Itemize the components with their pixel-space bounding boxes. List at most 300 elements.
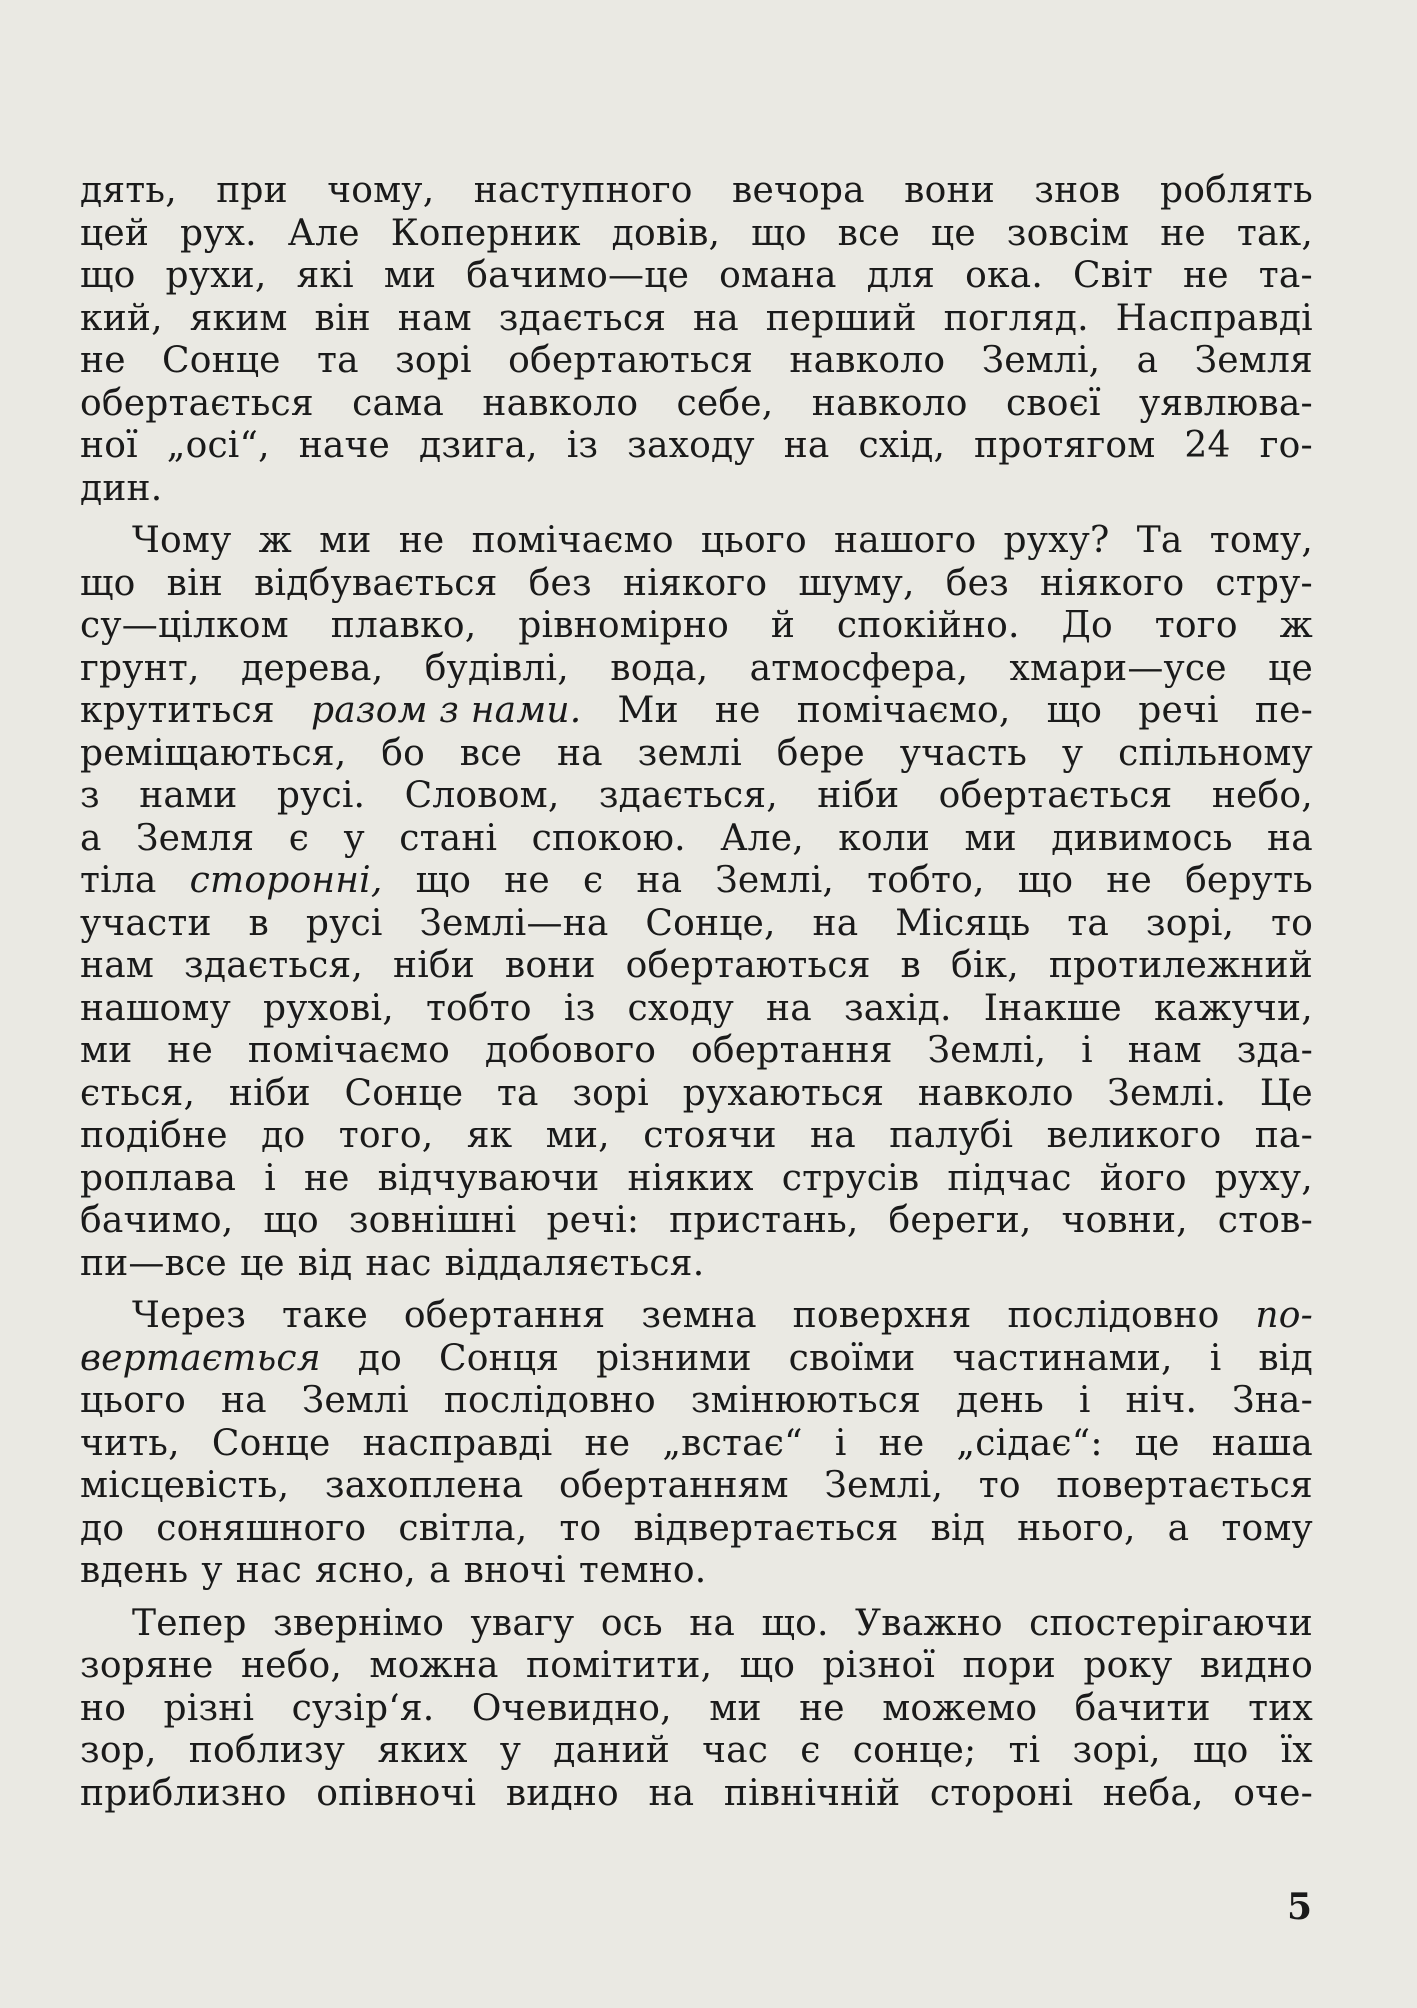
word: тобто,: [867, 860, 985, 901]
word: рухові,: [263, 987, 394, 1029]
word: сходу: [627, 987, 734, 1029]
word: повертається: [1056, 1465, 1313, 1506]
word: стру-: [1215, 562, 1313, 604]
word: це: [1134, 1422, 1180, 1464]
word: цього: [700, 520, 807, 561]
word: соняшного: [156, 1507, 367, 1549]
word: зовнішні: [348, 1200, 517, 1241]
word: час: [702, 1730, 769, 1771]
word: тому: [1221, 1507, 1313, 1549]
word: човни,: [1061, 1200, 1188, 1241]
word: ніяких: [627, 1157, 754, 1199]
word: й: [770, 605, 796, 646]
word: беруть: [1185, 860, 1313, 901]
word: різні: [163, 1687, 255, 1729]
word: спостерігаючи: [1029, 1602, 1313, 1644]
word: що: [80, 255, 136, 296]
word: неба,: [1102, 1772, 1204, 1814]
word: подібне: [80, 1115, 228, 1156]
text-line: [80, 1200, 1313, 1243]
word: ніч.: [1125, 1380, 1198, 1421]
word: стов-: [1217, 1200, 1313, 1241]
word: омана: [719, 255, 837, 296]
word: підчас: [947, 1157, 1072, 1199]
word: погляд.: [943, 297, 1089, 339]
word: оче-: [1233, 1772, 1313, 1814]
word: здається,: [598, 775, 778, 816]
word: все: [459, 732, 523, 774]
word: видно: [1199, 1645, 1313, 1686]
word: сторонні,: [189, 860, 383, 901]
word: на: [693, 297, 739, 339]
text-line: [80, 1243, 1313, 1286]
word: вертається: [80, 1337, 321, 1379]
word: 24: [1184, 425, 1231, 466]
word: добового: [484, 1030, 657, 1071]
text-line: [80, 945, 1313, 988]
word: руху?: [1003, 520, 1110, 561]
word: у: [1061, 732, 1084, 774]
text-line: [80, 775, 1313, 818]
word: що: [80, 562, 136, 604]
word: ми: [964, 817, 1017, 859]
word: своїми: [788, 1337, 916, 1379]
word: не: [878, 1422, 925, 1464]
word: здається: [498, 297, 667, 339]
word: Насправді: [1115, 297, 1313, 339]
word: великого: [1046, 1115, 1222, 1156]
word: дять,: [80, 170, 177, 211]
word: що: [1192, 1730, 1249, 1771]
text-line: [80, 563, 1313, 606]
word: грунт,: [80, 647, 200, 689]
word: не: [504, 860, 550, 901]
text-line: [80, 648, 1313, 691]
word: стороні: [929, 1772, 1074, 1814]
word: нього,: [1017, 1507, 1136, 1549]
word: не: [799, 1687, 845, 1729]
word: цей: [80, 212, 150, 254]
text-line: [80, 298, 1313, 341]
word: будівлі,: [424, 647, 569, 689]
word: Ми: [617, 690, 679, 731]
word: що: [415, 860, 472, 901]
word: що.: [761, 1602, 829, 1644]
word: а: [1167, 1507, 1190, 1549]
word: захід.: [843, 987, 952, 1029]
word: звернімо: [273, 1602, 445, 1644]
word: Земля: [1194, 340, 1313, 381]
word: Місяць: [895, 902, 1031, 944]
word: вдень: [80, 1550, 189, 1591]
word: на: [648, 1772, 695, 1814]
word: ока.: [965, 255, 1043, 296]
word: кажучи,: [1153, 987, 1313, 1029]
word: відбувається: [254, 562, 498, 604]
word: обертається: [80, 382, 314, 424]
word: ж: [258, 520, 292, 561]
word: помітити,: [526, 1645, 713, 1686]
word: є: [800, 1730, 821, 1771]
word: своєї: [1005, 382, 1101, 424]
word: не: [584, 1422, 631, 1464]
word: сузір‘я.: [291, 1687, 435, 1729]
word: руху,: [1214, 1157, 1313, 1199]
word: рух.: [180, 212, 257, 254]
word: шуму,: [798, 562, 915, 604]
word: па-: [1254, 1115, 1313, 1156]
word: зда-: [1236, 1030, 1313, 1071]
word: як: [466, 1115, 513, 1156]
word: обертається: [938, 775, 1173, 816]
word: приблизно: [80, 1772, 287, 1814]
word: послідовно: [443, 1380, 656, 1421]
word: відчуваючи: [377, 1157, 600, 1199]
word: Зна-: [1232, 1380, 1313, 1421]
word: різними: [596, 1337, 752, 1379]
word: Землі—на: [419, 902, 609, 944]
word: зор,: [80, 1730, 157, 1771]
word: що: [1046, 690, 1103, 731]
word: в: [900, 945, 922, 986]
word: тих: [1248, 1687, 1313, 1729]
word: а: [1136, 340, 1159, 381]
word: місцевість,: [80, 1465, 290, 1506]
word: на: [556, 732, 603, 774]
word: нам: [1127, 1030, 1202, 1071]
word: навколо: [789, 340, 946, 381]
word: Сонце: [211, 1422, 331, 1464]
word: що: [751, 212, 807, 254]
word: даний: [553, 1730, 670, 1771]
word: ясно,: [314, 1550, 416, 1591]
text-line: [80, 1465, 1313, 1508]
text-line: [80, 1688, 1313, 1731]
word: не: [303, 1157, 350, 1199]
word: схід,: [858, 425, 946, 466]
word: разом з нами.: [310, 690, 582, 731]
word: ми: [383, 255, 437, 296]
word: уявлюва-: [1139, 382, 1313, 424]
word: Тепер: [132, 1602, 247, 1644]
word: таке: [282, 1295, 368, 1336]
word: земна: [641, 1295, 757, 1336]
text-line: [80, 1773, 1313, 1816]
word: чить,: [80, 1422, 180, 1464]
word: цього: [80, 1380, 186, 1421]
word: тому,: [1209, 520, 1313, 561]
word: Через: [132, 1295, 247, 1336]
word: чому,: [327, 170, 435, 211]
word: його: [1099, 1157, 1187, 1199]
word: від: [930, 1507, 986, 1549]
word: бачимо—це: [466, 255, 690, 296]
word: го-: [1259, 425, 1313, 466]
word: і: [264, 1157, 276, 1199]
text-line: [80, 1508, 1313, 1551]
word: які: [296, 255, 354, 296]
word: До: [1061, 605, 1113, 646]
word: так,: [1236, 212, 1313, 254]
word: пристань,: [669, 1200, 859, 1241]
word: навколо: [811, 382, 968, 424]
word: крутиться: [80, 690, 275, 731]
word: протилежний: [1048, 945, 1313, 986]
text-line: [80, 733, 1313, 776]
word: яким: [189, 297, 288, 339]
word: різної: [822, 1645, 936, 1686]
word: бачити: [1074, 1687, 1211, 1729]
word: помічаємо: [247, 1030, 450, 1071]
text-line: [80, 818, 1313, 861]
word: нас: [365, 1242, 432, 1284]
word: участи: [80, 902, 212, 944]
word: видно: [505, 1772, 619, 1814]
text-line: [80, 170, 1313, 213]
word: із: [566, 425, 599, 466]
word: Це: [1259, 1072, 1313, 1114]
word: ми: [319, 520, 372, 561]
word: не: [80, 340, 126, 381]
word: атмосфера,: [749, 647, 969, 689]
word: Але,: [720, 817, 804, 859]
text-line: [80, 520, 1313, 563]
word: у: [499, 1730, 522, 1771]
word: і: [1081, 1030, 1093, 1071]
text-line: [80, 383, 1313, 426]
word: того: [1154, 605, 1238, 646]
text-line: [80, 903, 1313, 946]
text-line: [80, 1338, 1313, 1381]
word: послідовно: [1007, 1295, 1220, 1336]
word: довів,: [611, 212, 721, 254]
word: на: [766, 987, 812, 1029]
text-line: [80, 860, 1313, 903]
word: зорі: [395, 340, 472, 381]
word: Землі,: [715, 860, 835, 901]
word: вночі: [463, 1550, 566, 1591]
text-line: [80, 1158, 1313, 1201]
word: ніби: [817, 775, 900, 816]
word: це: [239, 1242, 285, 1284]
word: а: [428, 1550, 451, 1591]
word: Чому: [132, 520, 232, 561]
word: пори: [962, 1645, 1056, 1686]
word: спокійно.: [836, 605, 1020, 646]
word: року: [1083, 1645, 1173, 1686]
word: є: [288, 817, 310, 859]
word: бачимо,: [80, 1200, 234, 1241]
word: поверхня: [792, 1295, 972, 1336]
text-line: [80, 213, 1313, 256]
page-number: 5: [1287, 1886, 1313, 1928]
word: і: [834, 1422, 847, 1464]
word: захоплена: [324, 1465, 524, 1506]
word: північній: [723, 1772, 901, 1814]
word: Землі,: [824, 1465, 944, 1506]
word: Землі.: [1107, 1072, 1227, 1114]
word: русі.: [276, 775, 366, 816]
text-line: [80, 1380, 1313, 1423]
word: Сонце,: [645, 902, 776, 944]
word: Уважно: [855, 1602, 1003, 1644]
word: речі: [1138, 690, 1219, 731]
word: все: [837, 212, 901, 254]
word: дин.: [80, 467, 163, 509]
word: він: [166, 562, 224, 604]
word: речі:: [546, 1200, 640, 1241]
word: Землі: [301, 1380, 409, 1421]
word: не: [1183, 255, 1229, 296]
word: опівночі: [316, 1772, 477, 1814]
word: на: [220, 1380, 267, 1421]
word: нам: [80, 945, 155, 986]
word: то: [1271, 902, 1313, 944]
word: що: [263, 1200, 319, 1241]
word: зорі,: [1072, 1730, 1161, 1771]
word: Сонце: [162, 340, 281, 381]
word: обертаються: [625, 945, 871, 986]
word: на: [783, 425, 830, 466]
word: не: [714, 690, 761, 731]
word: тобто: [425, 987, 532, 1029]
text-line: [80, 1073, 1313, 1116]
word: наступного: [473, 170, 693, 211]
word: від: [297, 1242, 353, 1284]
word: із: [563, 987, 596, 1029]
word: Коперник: [390, 212, 581, 254]
word: у: [201, 1550, 223, 1591]
word: струсів: [781, 1157, 920, 1199]
word: обертання: [691, 1030, 893, 1071]
word: нашому: [80, 987, 231, 1029]
text-line: [80, 1603, 1313, 1646]
word: роблять: [1160, 170, 1313, 211]
word: ніякого: [622, 562, 768, 604]
word: ті: [1008, 1730, 1041, 1771]
word: насправді: [362, 1422, 553, 1464]
word: то: [559, 1507, 602, 1549]
word: вони: [904, 170, 995, 211]
word: і: [1078, 1380, 1091, 1421]
word: бік,: [950, 945, 1019, 986]
word: ніякого: [1040, 562, 1185, 604]
text-line: [80, 988, 1313, 1031]
word: увагу: [470, 1602, 575, 1644]
word: без: [528, 562, 592, 604]
word: ми: [709, 1687, 762, 1729]
word: ось: [600, 1602, 663, 1644]
word: су—цілком: [80, 605, 289, 646]
word: здається,: [184, 945, 364, 986]
word: „встає“: [662, 1422, 803, 1464]
word: небо,: [240, 1645, 343, 1686]
word: участь: [899, 732, 1028, 774]
word: сама: [352, 382, 445, 424]
word: яких: [377, 1730, 468, 1771]
text-line: [80, 1115, 1313, 1158]
word: навколо: [917, 1072, 1074, 1114]
word: це: [1268, 647, 1313, 689]
text-line: [80, 1423, 1313, 1466]
word: коли: [838, 817, 931, 859]
word: вечора: [732, 170, 865, 211]
word: перший: [765, 297, 917, 339]
word: та: [496, 1072, 539, 1114]
word: плавко,: [330, 605, 477, 646]
word: можна: [369, 1645, 499, 1686]
word: Земля: [136, 817, 255, 859]
word: світла,: [398, 1507, 528, 1549]
word: палубі: [889, 1115, 1014, 1156]
word: русі: [305, 902, 383, 944]
word: частинами,: [952, 1337, 1173, 1379]
word: ж: [1279, 605, 1313, 646]
word: зовсім: [1006, 212, 1130, 254]
word: день: [956, 1380, 1044, 1421]
word: сонце;: [852, 1730, 977, 1771]
word: зорі,: [1145, 902, 1235, 944]
word: реміщаються,: [80, 732, 347, 774]
word: він: [314, 297, 371, 339]
word: дзига,: [419, 425, 538, 466]
word: рухаються: [682, 1072, 885, 1114]
word: можемо: [882, 1687, 1038, 1729]
word: та-: [1258, 255, 1313, 296]
word: при: [216, 170, 288, 211]
word: Словом,: [404, 775, 560, 816]
word: до: [261, 1115, 306, 1156]
word: обертаються: [508, 340, 754, 381]
word: поблизу: [188, 1730, 346, 1771]
text-line: [80, 1730, 1313, 1773]
word: спокою.: [531, 817, 686, 859]
text-line: [80, 690, 1313, 733]
word: береги,: [888, 1200, 1032, 1241]
word: нашого: [834, 520, 977, 561]
word: спільному: [1118, 732, 1313, 774]
word: помічаємо,: [796, 690, 1011, 731]
text-line: [80, 605, 1313, 648]
word: ми,: [545, 1115, 610, 1156]
word: на: [636, 860, 683, 901]
word: наша: [1211, 1422, 1313, 1464]
word: рівномірно: [518, 605, 729, 646]
word: їх: [1280, 1730, 1313, 1771]
text-line: [80, 1295, 1313, 1338]
word: ної: [80, 425, 138, 466]
word: що: [739, 1645, 796, 1686]
text-line: [80, 468, 1313, 511]
word: з: [80, 775, 100, 816]
word: кий,: [80, 297, 163, 339]
word: пе-: [1254, 690, 1313, 731]
word: „осі“,: [166, 425, 270, 466]
word: навколо: [482, 382, 639, 424]
text-line: [80, 1550, 1313, 1593]
word: до: [80, 1507, 125, 1549]
word: не: [167, 1030, 213, 1071]
word: знов: [1034, 170, 1121, 211]
word: на: [1267, 817, 1313, 859]
text-line: [80, 425, 1313, 468]
word: це: [930, 212, 976, 254]
word: тіла: [80, 860, 157, 901]
word: і: [1209, 1337, 1222, 1379]
word: та: [317, 340, 359, 381]
word: до: [357, 1337, 403, 1379]
word: роплава: [80, 1157, 237, 1199]
